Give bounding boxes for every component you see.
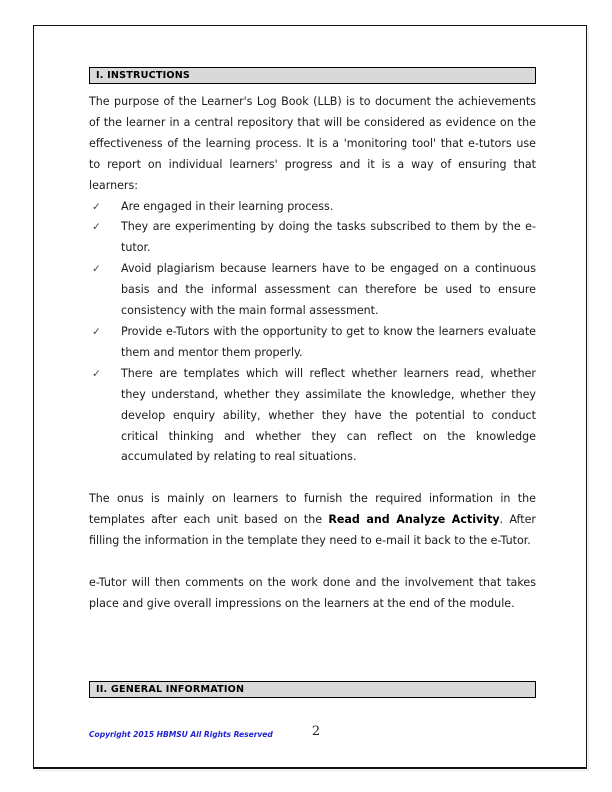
- check-icon: ✓: [92, 367, 101, 380]
- read-and-analyze-activity-emphasis: Read and Analyze Activity: [328, 513, 500, 527]
- section-heading-general-information: II. GENERAL INFORMATION: [89, 681, 536, 698]
- page-number: 2: [311, 724, 321, 739]
- onus-text-after: . After filling the information in the template they need to e-mail it back to the e-Tutor.: [89, 513, 536, 548]
- check-icon: ✓: [92, 325, 101, 338]
- onus-text-before: The onus is mainly on learners to furnish the required information in the templates after each unit based on the: [89, 492, 536, 527]
- page-footer: [89, 724, 559, 752]
- closing-paragraph: e-Tutor will then comments on the work done and the involvement that takes place and give overall impressions on the learners at the end of the module.: [89, 575, 536, 610]
- list-item-text: Are engaged in their learning process.: [121, 199, 334, 213]
- check-icon: ✓: [92, 200, 101, 213]
- list-item-text: They are experimenting by doing the tasks subscribed to them by the e-tutor.: [121, 220, 536, 255]
- list-item-text: Avoid plagiarism because learners have to be engaged on a continuous basis and the informal assessment can therefore be used to ensure consistency with the main formal assessment.: [121, 262, 536, 318]
- list-item: [89, 322, 536, 364]
- paragraph-spacer: [89, 636, 536, 657]
- document-content: [89, 67, 536, 698]
- copyright-notice: Copyright 2015 HBMSU All Rights Reserved: [89, 730, 273, 739]
- check-icon: ✓: [92, 221, 101, 234]
- paragraph-spacer: [89, 656, 536, 677]
- list-item: [89, 217, 536, 259]
- intro-paragraph: The purpose of the Learner's Log Book (LLB) is to document the achievements of the learner in a central repository that will be considered as evidence on the effectiveness of the learning process. It is a 'monitoring tool' that e-tutors use to report on individual learners' progress and it is a way of ensuring that learners:: [89, 95, 536, 192]
- paragraph-spacer: [89, 468, 536, 489]
- list-item-text: Provide e-Tutors with the opportunity to get to know the learners evaluate them and mentor them properly.: [121, 324, 536, 359]
- paragraph-spacer: [89, 615, 536, 636]
- check-icon: ✓: [92, 263, 101, 276]
- list-item: [89, 259, 536, 322]
- list-item: [89, 197, 536, 218]
- list-item-text: There are templates which will reflect whether learners read, whether they understand, whether they assimilate the knowledge, whether they develop enquiry ability, whether they have the potential to conduct critical thinking and whether they can reflect on the knowledge accumulated by relating to real situations.: [121, 366, 536, 464]
- onus-paragraph: [89, 489, 536, 552]
- document-page: [33, 25, 587, 769]
- list-item: [89, 364, 536, 469]
- paragraph-spacer: [89, 552, 536, 573]
- section-heading-instructions: I. INSTRUCTIONS: [89, 67, 536, 84]
